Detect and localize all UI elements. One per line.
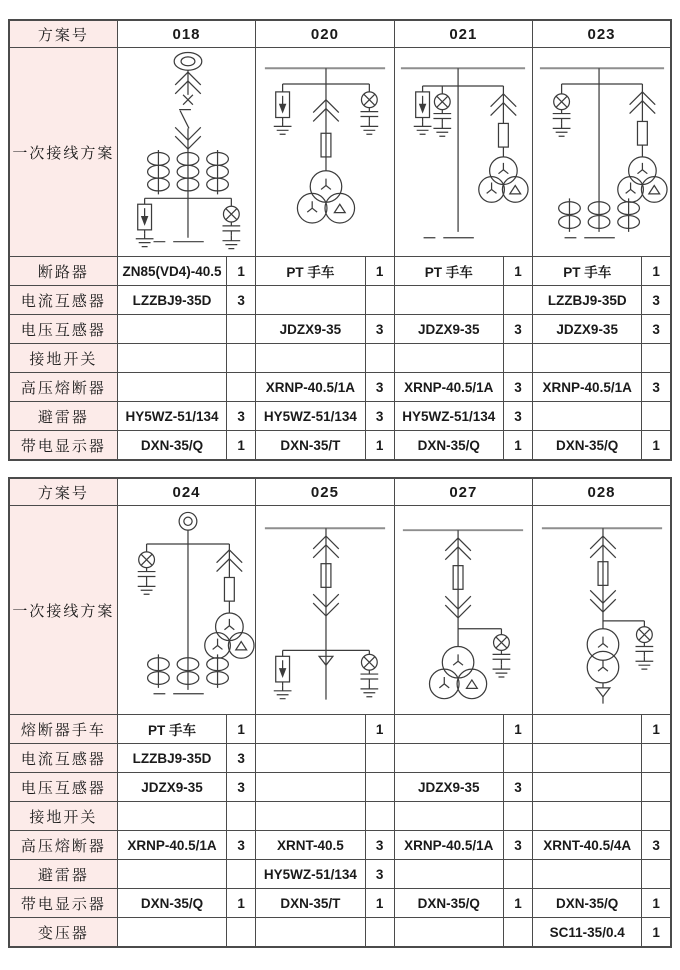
model-cell: DXN-35/Q <box>394 889 503 918</box>
model-cell: PT 手车 <box>394 257 503 286</box>
one-line-diagram-027 <box>395 506 531 714</box>
qty-cell: 3 <box>365 402 394 431</box>
one-line-diagram-018 <box>119 48 255 256</box>
voltage-indicator-icon <box>360 650 378 696</box>
qty-cell: 1 <box>365 257 394 286</box>
model-cell: LZZBJ9-35D <box>117 286 226 315</box>
model-cell: HY5WZ-51/134 <box>117 402 226 431</box>
model-cell: DXN-35/Q <box>117 889 226 918</box>
qty-cell: 3 <box>227 773 256 802</box>
surge-arrester-icon <box>274 650 292 698</box>
scheme-header-row <box>9 478 671 506</box>
qty-cell <box>642 860 671 889</box>
model-cell: XRNP-40.5/1A <box>394 831 503 860</box>
model-cell <box>533 402 642 431</box>
model-cell: LZZBJ9-35D <box>117 744 226 773</box>
voltage-indicator-icon <box>360 84 378 134</box>
component-row-label: 避雷器 <box>9 402 117 431</box>
model-cell <box>256 286 365 315</box>
component-row-label: 变压器 <box>9 918 117 948</box>
drawout-contact-icon <box>629 84 655 121</box>
qty-cell: 1 <box>503 431 532 461</box>
model-cell <box>256 802 365 831</box>
component-row-label: 熔断器手车 <box>9 715 117 744</box>
qty-cell: 1 <box>503 715 532 744</box>
component-row-label: 高压熔断器 <box>9 831 117 860</box>
model-cell: HY5WZ-51/134 <box>256 402 365 431</box>
qty-cell: 3 <box>227 402 256 431</box>
model-cell: XRNT-40.5/4A <box>533 831 642 860</box>
component-row <box>9 373 671 402</box>
qty-cell <box>227 802 256 831</box>
component-row <box>9 286 671 315</box>
model-cell <box>394 860 503 889</box>
component-row <box>9 431 671 461</box>
qty-cell: 1 <box>227 431 256 461</box>
model-cell <box>394 344 503 373</box>
component-row-label: 避雷器 <box>9 860 117 889</box>
model-cell: JDZX9-35 <box>256 315 365 344</box>
qty-cell <box>503 918 532 948</box>
qty-cell: 1 <box>642 257 671 286</box>
model-cell: JDZX9-35 <box>117 773 226 802</box>
qty-cell: 1 <box>642 431 671 461</box>
model-cell <box>394 286 503 315</box>
component-row-label: 接地开关 <box>9 344 117 373</box>
qty-cell <box>642 802 671 831</box>
diagram-row <box>9 506 671 715</box>
model-cell <box>256 344 365 373</box>
qty-cell: 3 <box>365 860 394 889</box>
component-row-label: 接地开关 <box>9 802 117 831</box>
scheme-number: 020 <box>256 20 394 48</box>
scheme-number: 021 <box>394 20 532 48</box>
qty-cell: 3 <box>642 315 671 344</box>
cable-termination-icon <box>174 52 202 70</box>
qty-cell <box>503 860 532 889</box>
model-cell <box>117 373 226 402</box>
one-line-diagram-020 <box>257 48 393 256</box>
cable-termination-icon <box>179 512 197 530</box>
component-row-label: 带电显示器 <box>9 889 117 918</box>
component-row <box>9 315 671 344</box>
model-cell: DXN-35/T <box>256 889 365 918</box>
qty-cell: 3 <box>503 773 532 802</box>
qty-cell <box>503 344 532 373</box>
surge-arrester-icon <box>414 86 432 134</box>
scheme-header-row <box>9 20 671 48</box>
qty-cell: 1 <box>227 889 256 918</box>
qty-cell: 3 <box>503 831 532 860</box>
qty-cell: 3 <box>365 315 394 344</box>
model-cell <box>256 715 365 744</box>
qty-cell <box>642 773 671 802</box>
component-row <box>9 715 671 744</box>
component-row <box>9 860 671 889</box>
fuse-icon <box>224 577 234 601</box>
model-cell: LZZBJ9-35D <box>533 286 642 315</box>
drawout-contact-icon <box>491 86 517 123</box>
component-row-label: 断路器 <box>9 257 117 286</box>
model-cell: SC11-35/0.4 <box>533 918 642 948</box>
model-cell <box>533 344 642 373</box>
model-cell: DXN-35/Q <box>533 889 642 918</box>
model-cell: HY5WZ-51/134 <box>256 860 365 889</box>
qty-cell <box>503 286 532 315</box>
diagram-cell-028 <box>533 506 671 715</box>
fuse-icon <box>637 121 647 145</box>
model-cell: XRNP-40.5/1A <box>533 373 642 402</box>
model-cell: PT 手车 <box>533 257 642 286</box>
qty-cell <box>365 286 394 315</box>
model-cell <box>394 715 503 744</box>
one-line-diagram-024 <box>119 506 255 714</box>
qty-cell: 3 <box>227 831 256 860</box>
diagram-cell-027 <box>394 506 532 715</box>
qty-cell <box>365 344 394 373</box>
component-row <box>9 257 671 286</box>
qty-cell <box>227 373 256 402</box>
model-cell <box>533 744 642 773</box>
scheme-number: 027 <box>394 478 532 506</box>
model-cell <box>394 744 503 773</box>
qty-cell: 3 <box>503 402 532 431</box>
component-row <box>9 344 671 373</box>
voltage-transformer-icon <box>204 613 253 658</box>
component-row <box>9 744 671 773</box>
component-row <box>9 773 671 802</box>
model-cell: ZN85(VD4)-40.5 <box>117 257 226 286</box>
qty-cell: 1 <box>227 257 256 286</box>
diagram-cell-021 <box>394 48 532 257</box>
voltage-indicator-icon <box>137 544 155 594</box>
component-row <box>9 802 671 831</box>
model-cell <box>256 918 365 948</box>
model-cell: HY5WZ-51/134 <box>394 402 503 431</box>
voltage-indicator-icon <box>552 84 570 136</box>
model-cell: DXN-35/Q <box>117 431 226 461</box>
qty-cell <box>227 344 256 373</box>
qty-cell: 1 <box>227 715 256 744</box>
model-cell <box>394 802 503 831</box>
diagram-cell-023 <box>533 48 671 257</box>
fuse-icon <box>499 123 509 147</box>
voltage-transformer-icon <box>479 157 528 202</box>
component-row <box>9 402 671 431</box>
voltage-indicator-icon <box>434 86 452 136</box>
component-row <box>9 889 671 918</box>
qty-cell: 3 <box>642 831 671 860</box>
one-line-diagram-028 <box>534 506 670 714</box>
qty-cell <box>503 744 532 773</box>
qty-cell: 3 <box>642 286 671 315</box>
qty-cell: 3 <box>227 286 256 315</box>
qty-cell <box>227 918 256 948</box>
model-cell <box>533 802 642 831</box>
component-row-label: 带电显示器 <box>9 431 117 461</box>
component-row <box>9 918 671 948</box>
model-cell <box>533 773 642 802</box>
model-cell <box>117 860 226 889</box>
qty-cell: 3 <box>365 373 394 402</box>
diagram-row <box>9 48 671 257</box>
qty-cell: 1 <box>503 257 532 286</box>
qty-cell: 1 <box>642 889 671 918</box>
qty-cell: 1 <box>365 431 394 461</box>
component-row-label: 电流互感器 <box>9 744 117 773</box>
model-cell: XRNT-40.5 <box>256 831 365 860</box>
model-cell: XRNP-40.5/1A <box>394 373 503 402</box>
voltage-indicator-icon <box>222 198 240 248</box>
model-cell: JDZX9-35 <box>394 773 503 802</box>
diagram-row-label: 一次接线方案 <box>9 48 117 257</box>
scheme-table-018-023 <box>8 19 672 461</box>
drawout-contact-icon <box>216 544 242 578</box>
model-cell: DXN-35/Q <box>394 431 503 461</box>
model-cell <box>533 860 642 889</box>
scheme-no-corner-label: 方案号 <box>9 478 117 506</box>
qty-cell: 1 <box>503 889 532 918</box>
scheme-table-024-028 <box>8 477 672 948</box>
model-cell: XRNP-40.5/1A <box>256 373 365 402</box>
qty-cell <box>365 744 394 773</box>
one-line-diagram-025 <box>257 506 393 714</box>
scheme-number: 025 <box>256 478 394 506</box>
component-row-label: 电压互感器 <box>9 315 117 344</box>
model-cell: DXN-35/T <box>256 431 365 461</box>
model-cell <box>394 918 503 948</box>
model-cell <box>117 315 226 344</box>
voltage-indicator-icon <box>635 621 653 669</box>
qty-cell <box>503 802 532 831</box>
model-cell: JDZX9-35 <box>394 315 503 344</box>
qty-cell <box>642 344 671 373</box>
scheme-number: 023 <box>533 20 671 48</box>
qty-cell <box>227 315 256 344</box>
qty-cell: 1 <box>365 715 394 744</box>
qty-cell: 1 <box>365 889 394 918</box>
model-cell: PT 手车 <box>256 257 365 286</box>
scheme-no-corner-label: 方案号 <box>9 20 117 48</box>
model-cell <box>117 802 226 831</box>
model-cell: PT 手车 <box>117 715 226 744</box>
cable-connector-icon <box>596 688 610 697</box>
diagram-cell-018 <box>117 48 255 257</box>
model-cell: JDZX9-35 <box>533 315 642 344</box>
scheme-number: 018 <box>117 20 255 48</box>
one-line-diagram-021 <box>395 48 531 256</box>
qty-cell: 3 <box>365 831 394 860</box>
qty-cell: 3 <box>227 744 256 773</box>
qty-cell <box>365 918 394 948</box>
surge-arrester-icon <box>135 198 153 246</box>
qty-cell: 3 <box>503 315 532 344</box>
component-row-label: 高压熔断器 <box>9 373 117 402</box>
model-cell: XRNP-40.5/1A <box>117 831 226 860</box>
model-cell <box>533 715 642 744</box>
qty-cell <box>642 744 671 773</box>
one-line-diagram-023 <box>534 48 670 256</box>
voltage-transformer-icon <box>430 646 487 698</box>
qty-cell: 3 <box>503 373 532 402</box>
surge-arrester-icon <box>274 84 292 134</box>
model-cell <box>256 744 365 773</box>
qty-cell: 1 <box>642 918 671 948</box>
component-row <box>9 831 671 860</box>
model-cell <box>117 918 226 948</box>
voltage-transformer-icon <box>297 171 354 223</box>
scheme-number: 024 <box>117 478 255 506</box>
qty-cell <box>365 802 394 831</box>
model-cell <box>256 773 365 802</box>
qty-cell: 1 <box>642 715 671 744</box>
diagram-cell-020 <box>256 48 394 257</box>
transformer-icon <box>587 629 619 683</box>
model-cell <box>117 344 226 373</box>
diagram-cell-024 <box>117 506 255 715</box>
scheme-number: 028 <box>533 478 671 506</box>
voltage-transformer-icon <box>617 157 666 202</box>
diagram-cell-025 <box>256 506 394 715</box>
voltage-indicator-icon <box>493 629 511 677</box>
qty-cell <box>642 402 671 431</box>
qty-cell: 3 <box>642 373 671 402</box>
model-cell: DXN-35/Q <box>533 431 642 461</box>
component-row-label: 电压互感器 <box>9 773 117 802</box>
circuit-breaker-icon <box>179 95 193 129</box>
qty-cell <box>227 860 256 889</box>
qty-cell <box>365 773 394 802</box>
diagram-row-label: 一次接线方案 <box>9 506 117 715</box>
component-row-label: 电流互感器 <box>9 286 117 315</box>
